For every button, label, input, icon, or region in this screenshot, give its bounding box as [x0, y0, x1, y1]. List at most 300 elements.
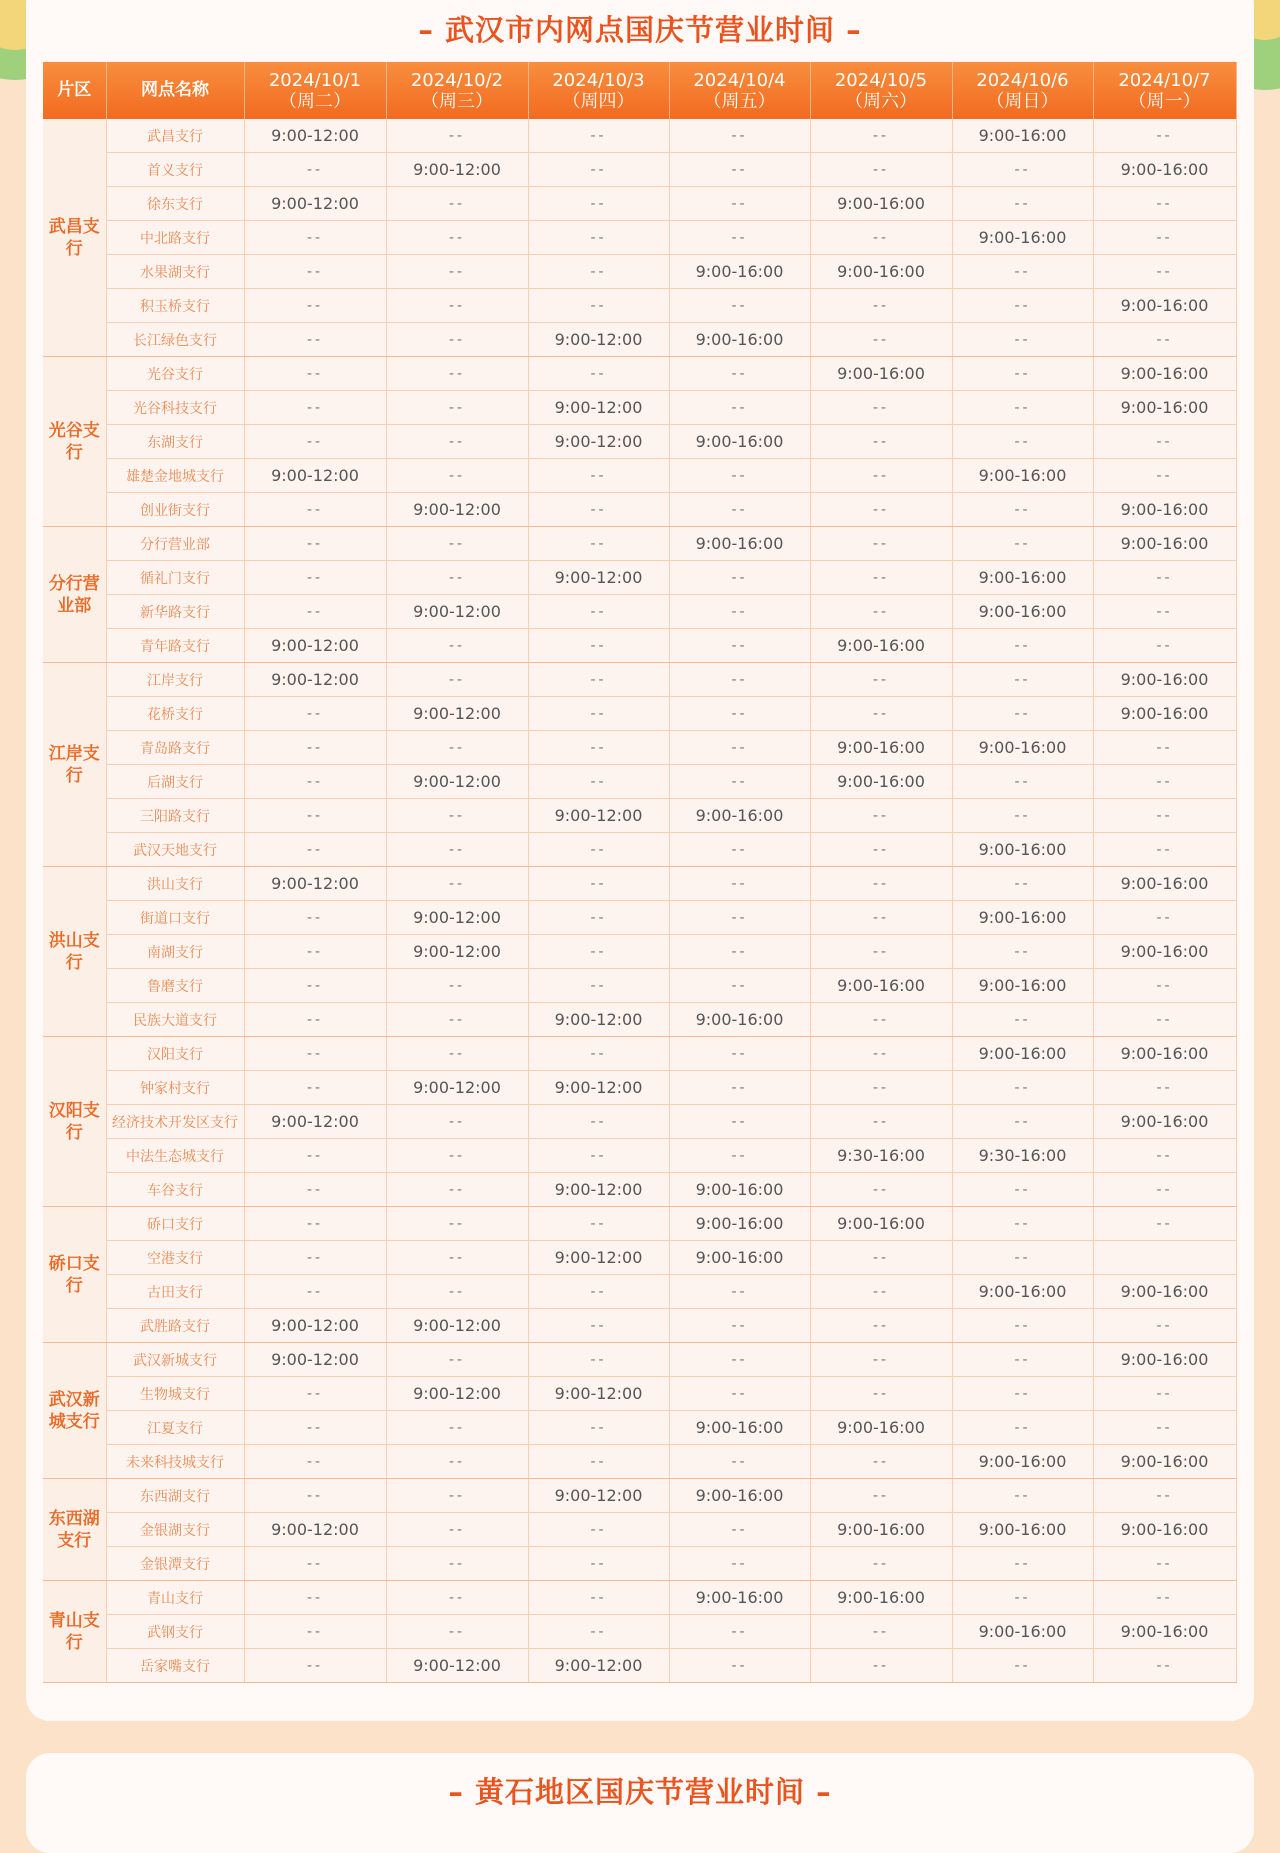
hours-cell: -- [528, 493, 669, 527]
hours-cell: -- [386, 1513, 528, 1547]
table-row [43, 1377, 1236, 1411]
hours-cell: 9:00-16:00 [810, 731, 952, 765]
hours-cell: -- [244, 1241, 386, 1275]
hours-cell: -- [386, 1343, 528, 1377]
hours-cell: 9:00-12:00 [528, 391, 669, 425]
district-header: 片区 [43, 62, 106, 119]
branch-name-cell: 循礼门支行 [106, 561, 244, 595]
hours-cell: -- [1093, 1411, 1236, 1445]
hours-cell: -- [810, 221, 952, 255]
hours-cell: -- [810, 289, 952, 323]
hours-cell: 9:00-16:00 [669, 1173, 810, 1207]
hours-cell: 9:00-16:00 [952, 221, 1093, 255]
hours-cell: 9:00-16:00 [669, 1479, 810, 1513]
hours-cell: 9:00-16:00 [669, 527, 810, 561]
hours-cell: -- [952, 323, 1093, 357]
hours-cell: -- [386, 1003, 528, 1037]
hours-cell: 9:00-16:00 [1093, 935, 1236, 969]
hours-cell: -- [669, 697, 810, 731]
hours-cell: -- [386, 833, 528, 867]
hours-cell: -- [244, 1445, 386, 1479]
hours-cell: -- [1093, 969, 1236, 1003]
hours-cell: -- [1093, 1071, 1236, 1105]
hours-cell: -- [1093, 1649, 1236, 1683]
table-row [43, 1343, 1236, 1377]
hours-cell: -- [810, 1479, 952, 1513]
hours-cell: -- [528, 1037, 669, 1071]
hours-cell: -- [952, 1003, 1093, 1037]
hours-cell: -- [810, 1037, 952, 1071]
district-cell: 光谷支行 [43, 357, 106, 527]
hours-cell: -- [669, 153, 810, 187]
hours-cell: -- [810, 833, 952, 867]
hours-cell: -- [1093, 561, 1236, 595]
hours-cell: -- [810, 459, 952, 493]
hours-cell: 9:00-16:00 [952, 119, 1093, 153]
hours-cell: -- [952, 663, 1093, 697]
hours-cell: 9:00-16:00 [1093, 1445, 1236, 1479]
hours-cell: -- [386, 1615, 528, 1649]
hours-cell: -- [528, 1445, 669, 1479]
hours-cell: -- [528, 901, 669, 935]
branch-name-cell: 青岛路支行 [106, 731, 244, 765]
hours-cell: 9:00-12:00 [386, 493, 528, 527]
hours-cell: 9:00-16:00 [952, 561, 1093, 595]
branch-name-cell: 东西湖支行 [106, 1479, 244, 1513]
hours-cell: -- [1093, 731, 1236, 765]
hours-cell: 9:00-12:00 [386, 1071, 528, 1105]
hours-cell: -- [952, 391, 1093, 425]
table-row [43, 527, 1236, 561]
table-row [43, 595, 1236, 629]
hours-cell: -- [386, 119, 528, 153]
table-row [43, 1173, 1236, 1207]
hours-cell: -- [669, 867, 810, 901]
hours-cell: -- [386, 629, 528, 663]
hours-cell: -- [528, 1547, 669, 1581]
hours-cell: -- [1093, 765, 1236, 799]
hours-cell: 9:00-16:00 [1093, 391, 1236, 425]
hours-cell: -- [669, 1615, 810, 1649]
hours-cell: 9:00-12:00 [386, 153, 528, 187]
hours-cell: 9:00-12:00 [244, 1513, 386, 1547]
hours-cell: 9:00-16:00 [1093, 1037, 1236, 1071]
table-row [43, 1547, 1236, 1581]
hours-cell: -- [244, 1649, 386, 1683]
hours-cell: -- [244, 1547, 386, 1581]
branch-name-cell: 光谷科技支行 [106, 391, 244, 425]
district-cell: 洪山支行 [43, 867, 106, 1037]
hours-cell: -- [244, 833, 386, 867]
hours-cell: -- [1093, 323, 1236, 357]
hours-cell: 9:00-12:00 [528, 561, 669, 595]
hours-cell: -- [386, 799, 528, 833]
hours-cell: -- [386, 187, 528, 221]
hours-cell: -- [669, 357, 810, 391]
hours-cell: -- [386, 1173, 528, 1207]
hours-cell: -- [810, 425, 952, 459]
hours-cell: 9:00-16:00 [952, 459, 1093, 493]
hours-cell: -- [386, 323, 528, 357]
hours-cell: -- [1093, 1377, 1236, 1411]
hours-cell: -- [952, 799, 1093, 833]
hours-cell: -- [386, 969, 528, 1003]
hours-cell: -- [952, 1649, 1093, 1683]
table-row [43, 731, 1236, 765]
hours-cell: 9:00-16:00 [1093, 493, 1236, 527]
hours-cell: 9:00-12:00 [528, 799, 669, 833]
hours-cell: -- [810, 901, 952, 935]
hours-cell: 9:00-16:00 [810, 187, 952, 221]
hours-cell: -- [386, 561, 528, 595]
hours-cell: -- [1093, 595, 1236, 629]
branch-name-cell: 江岸支行 [106, 663, 244, 697]
hours-cell: -- [244, 493, 386, 527]
hours-cell: -- [244, 969, 386, 1003]
table-row [43, 1615, 1236, 1649]
table-row [43, 425, 1236, 459]
hours-cell: -- [244, 289, 386, 323]
hours-cell: -- [669, 629, 810, 663]
district-cell: 江岸支行 [43, 663, 106, 867]
hours-cell: -- [386, 1445, 528, 1479]
branch-name-cell: 积玉桥支行 [106, 289, 244, 323]
hours-cell: -- [386, 289, 528, 323]
district-cell: 青山支行 [43, 1581, 106, 1683]
branch-name-cell: 分行营业部 [106, 527, 244, 561]
table-row [43, 901, 1236, 935]
branch-name-cell: 钟家村支行 [106, 1071, 244, 1105]
table-row [43, 1479, 1236, 1513]
district-cell: 分行营业部 [43, 527, 106, 663]
branch-name-cell: 民族大道支行 [106, 1003, 244, 1037]
hours-cell: -- [528, 1309, 669, 1343]
branch-name-cell: 金银潭支行 [106, 1547, 244, 1581]
hours-cell: -- [244, 595, 386, 629]
hours-cell: -- [669, 391, 810, 425]
district-cell: 汉阳支行 [43, 1037, 106, 1207]
hours-cell: -- [528, 221, 669, 255]
branch-header: 网点名称 [106, 62, 244, 119]
hours-cell: -- [952, 935, 1093, 969]
hours-cell: -- [810, 153, 952, 187]
hours-cell: -- [244, 901, 386, 935]
hours-cell: -- [528, 595, 669, 629]
hours-cell: -- [528, 629, 669, 663]
hours-cell: -- [244, 1479, 386, 1513]
hours-cell: 9:00-16:00 [952, 969, 1093, 1003]
hours-cell: -- [1093, 425, 1236, 459]
hours-cell: -- [1093, 221, 1236, 255]
hours-cell: -- [952, 1207, 1093, 1241]
hours-cell: 9:00-16:00 [952, 833, 1093, 867]
branch-name-cell: 生物城支行 [106, 1377, 244, 1411]
hours-cell: -- [386, 527, 528, 561]
hours-cell: -- [810, 1649, 952, 1683]
hours-cell: -- [669, 1309, 810, 1343]
hours-cell: -- [810, 1071, 952, 1105]
hours-cell: -- [244, 1581, 386, 1615]
hours-cell: -- [952, 1479, 1093, 1513]
hours-cell: -- [1093, 833, 1236, 867]
hours-cell: -- [244, 1275, 386, 1309]
hours-cell: -- [810, 527, 952, 561]
table-row [43, 765, 1236, 799]
table-row [43, 119, 1236, 153]
hours-cell: -- [952, 765, 1093, 799]
next-section-title: – 黄石地区国庆节营业时间 – [448, 1775, 832, 1809]
hours-cell: 9:00-16:00 [669, 1241, 810, 1275]
branch-name-cell: 未来科技城支行 [106, 1445, 244, 1479]
hours-cell: -- [1093, 1139, 1236, 1173]
branch-name-cell: 水果湖支行 [106, 255, 244, 289]
hours-cell: 9:00-12:00 [244, 867, 386, 901]
hours-cell: -- [528, 663, 669, 697]
hours-cell: -- [810, 595, 952, 629]
branch-name-cell: 光谷支行 [106, 357, 244, 391]
table-row [43, 187, 1236, 221]
header-row [43, 62, 1236, 119]
table-row [43, 1581, 1236, 1615]
hours-cell: -- [810, 1241, 952, 1275]
hours-cell: 9:00-16:00 [810, 255, 952, 289]
hours-cell: -- [669, 1377, 810, 1411]
hours-cell: 9:00-12:00 [244, 1309, 386, 1343]
hours-cell: -- [810, 561, 952, 595]
branch-name-cell: 后湖支行 [106, 765, 244, 799]
hours-cell: 9:00-12:00 [244, 119, 386, 153]
table-row [43, 1071, 1236, 1105]
hours-cell: -- [952, 1309, 1093, 1343]
hours-cell: -- [952, 255, 1093, 289]
hours-cell: 9:30-16:00 [952, 1139, 1093, 1173]
hours-cell: -- [244, 527, 386, 561]
table-row [43, 969, 1236, 1003]
hours-cell: -- [528, 153, 669, 187]
hours-cell: 9:00-16:00 [1093, 1275, 1236, 1309]
table-row [43, 1139, 1236, 1173]
hours-cell: -- [952, 1411, 1093, 1445]
hours-cell: 9:00-12:00 [244, 663, 386, 697]
hours-cell: -- [669, 119, 810, 153]
hours-cell: 9:00-16:00 [669, 323, 810, 357]
hours-cell: -- [244, 1071, 386, 1105]
hours-cell: 9:00-16:00 [1093, 867, 1236, 901]
hours-cell: -- [386, 1207, 528, 1241]
hours-cell: -- [386, 1275, 528, 1309]
branch-name-cell: 东湖支行 [106, 425, 244, 459]
hours-cell: -- [244, 1139, 386, 1173]
branch-name-cell: 经济技术开发区支行 [106, 1105, 244, 1139]
hours-cell: -- [528, 459, 669, 493]
hours-cell: -- [528, 289, 669, 323]
hours-cell: -- [669, 969, 810, 1003]
hours-cell: -- [952, 1581, 1093, 1615]
branch-name-cell: 创业街支行 [106, 493, 244, 527]
branch-name-cell: 鲁磨支行 [106, 969, 244, 1003]
table-row [43, 1105, 1236, 1139]
hours-cell: -- [1093, 1479, 1236, 1513]
hours-cell: 9:00-12:00 [528, 323, 669, 357]
table-row [43, 799, 1236, 833]
hours-cell: -- [669, 731, 810, 765]
table-row [43, 459, 1236, 493]
hours-cell: -- [810, 799, 952, 833]
hours-cell: 9:00-12:00 [244, 1105, 386, 1139]
date-header: 2024/10/6 （周日） [952, 62, 1093, 119]
hours-cell: -- [528, 255, 669, 289]
hours-cell: -- [386, 663, 528, 697]
hours-cell: -- [952, 527, 1093, 561]
table-row [43, 255, 1236, 289]
branch-name-cell: 武昌支行 [106, 119, 244, 153]
hours-cell: -- [669, 901, 810, 935]
hours-cell: 9:00-16:00 [1093, 1343, 1236, 1377]
hours-cell: -- [528, 1615, 669, 1649]
table-row [43, 1513, 1236, 1547]
hours-cell: -- [1093, 799, 1236, 833]
hours-cell: 9:00-12:00 [386, 1377, 528, 1411]
hours-cell: -- [244, 1411, 386, 1445]
hours-cell: -- [386, 731, 528, 765]
branch-name-cell: 洪山支行 [106, 867, 244, 901]
hours-cell: 9:00-16:00 [1093, 1105, 1236, 1139]
hours-table [43, 62, 1237, 1683]
hours-cell: -- [952, 357, 1093, 391]
hours-cell: -- [810, 119, 952, 153]
hours-cell: -- [1093, 901, 1236, 935]
branch-name-cell: 江夏支行 [106, 1411, 244, 1445]
hours-cell: -- [244, 1037, 386, 1071]
hours-cell: 9:00-12:00 [528, 1479, 669, 1513]
hours-cell: -- [669, 663, 810, 697]
hours-cell: 9:00-12:00 [244, 629, 386, 663]
table-row [43, 561, 1236, 595]
branch-name-cell: 中北路支行 [106, 221, 244, 255]
hours-cell: -- [386, 1479, 528, 1513]
hours-cell: -- [1093, 1003, 1236, 1037]
branch-name-cell: 长江绿色支行 [106, 323, 244, 357]
hours-cell [1093, 1241, 1236, 1275]
branch-name-cell: 南湖支行 [106, 935, 244, 969]
hours-cell: -- [810, 1309, 952, 1343]
hours-cell: -- [952, 187, 1093, 221]
hours-cell: -- [1093, 629, 1236, 663]
hours-cell: -- [669, 1037, 810, 1071]
hours-cell: -- [669, 1105, 810, 1139]
hours-cell: -- [386, 1581, 528, 1615]
table-row [43, 1241, 1236, 1275]
hours-cell: 9:00-16:00 [1093, 663, 1236, 697]
table-row [43, 935, 1236, 969]
hours-cell: -- [669, 833, 810, 867]
table-row [43, 1003, 1236, 1037]
branch-name-cell: 武钢支行 [106, 1615, 244, 1649]
hours-cell: -- [386, 391, 528, 425]
table-row [43, 1037, 1236, 1071]
hours-cell: -- [528, 1139, 669, 1173]
hours-cell: -- [528, 935, 669, 969]
hours-cell: 9:00-16:00 [810, 1513, 952, 1547]
hours-cell: -- [952, 697, 1093, 731]
hours-cell: 9:00-16:00 [669, 255, 810, 289]
hours-cell: 9:00-16:00 [669, 425, 810, 459]
branch-name-cell: 武汉新城支行 [106, 1343, 244, 1377]
hours-cell: 9:00-16:00 [952, 595, 1093, 629]
hours-cell: -- [244, 357, 386, 391]
branch-name-cell: 雄楚金地城支行 [106, 459, 244, 493]
hours-cell: -- [244, 731, 386, 765]
hours-cell: -- [810, 1377, 952, 1411]
hours-cell: -- [244, 697, 386, 731]
hours-cell: -- [810, 391, 952, 425]
hours-cell: -- [1093, 1309, 1236, 1343]
branch-name-cell: 花桥支行 [106, 697, 244, 731]
hours-cell: 9:00-16:00 [810, 357, 952, 391]
table-row [43, 323, 1236, 357]
hours-cell: -- [669, 765, 810, 799]
hours-cell: -- [1093, 1581, 1236, 1615]
hours-cell: -- [1093, 187, 1236, 221]
hours-cell: 9:00-16:00 [952, 1513, 1093, 1547]
hours-cell: -- [952, 1241, 1093, 1275]
branch-name-cell: 青山支行 [106, 1581, 244, 1615]
date-header: 2024/10/3 （周四） [528, 62, 669, 119]
hours-cell: -- [386, 459, 528, 493]
hours-cell: -- [244, 221, 386, 255]
hours-cell: -- [386, 1411, 528, 1445]
hours-cell: -- [528, 1275, 669, 1309]
hours-cell: -- [1093, 255, 1236, 289]
branch-name-cell: 武胜路支行 [106, 1309, 244, 1343]
hours-cell: 9:00-16:00 [810, 629, 952, 663]
hours-cell: -- [810, 1615, 952, 1649]
hours-cell: -- [810, 935, 952, 969]
hours-cell: 9:00-16:00 [810, 1207, 952, 1241]
hours-cell: -- [386, 255, 528, 289]
hours-cell: 9:00-16:00 [669, 1207, 810, 1241]
hours-cell: -- [528, 1411, 669, 1445]
hours-cell: -- [669, 1139, 810, 1173]
hours-cell: 9:00-12:00 [528, 1173, 669, 1207]
hours-cell: -- [669, 1445, 810, 1479]
table-row [43, 1275, 1236, 1309]
hours-cell: 9:00-12:00 [244, 459, 386, 493]
hours-cell: -- [386, 221, 528, 255]
hours-cell: 9:30-16:00 [810, 1139, 952, 1173]
hours-table-body [43, 119, 1236, 1683]
hours-cell: -- [669, 221, 810, 255]
hours-cell: -- [810, 697, 952, 731]
hours-cell: -- [669, 493, 810, 527]
hours-cell: -- [669, 1343, 810, 1377]
table-row [43, 357, 1236, 391]
hours-cell: -- [669, 1547, 810, 1581]
hours-cell: -- [669, 595, 810, 629]
district-cell: 武昌支行 [43, 119, 106, 357]
date-header: 2024/10/2 （周三） [386, 62, 528, 119]
hours-cell: 9:00-12:00 [244, 1343, 386, 1377]
hours-cell: 9:00-12:00 [528, 425, 669, 459]
branch-name-cell: 中法生态城支行 [106, 1139, 244, 1173]
hours-cell: -- [244, 425, 386, 459]
hours-cell: 9:00-12:00 [528, 1377, 669, 1411]
hours-cell: -- [386, 867, 528, 901]
table-row [43, 833, 1236, 867]
hours-cell: -- [810, 1547, 952, 1581]
branch-name-cell: 金银湖支行 [106, 1513, 244, 1547]
hours-cell: -- [528, 1105, 669, 1139]
